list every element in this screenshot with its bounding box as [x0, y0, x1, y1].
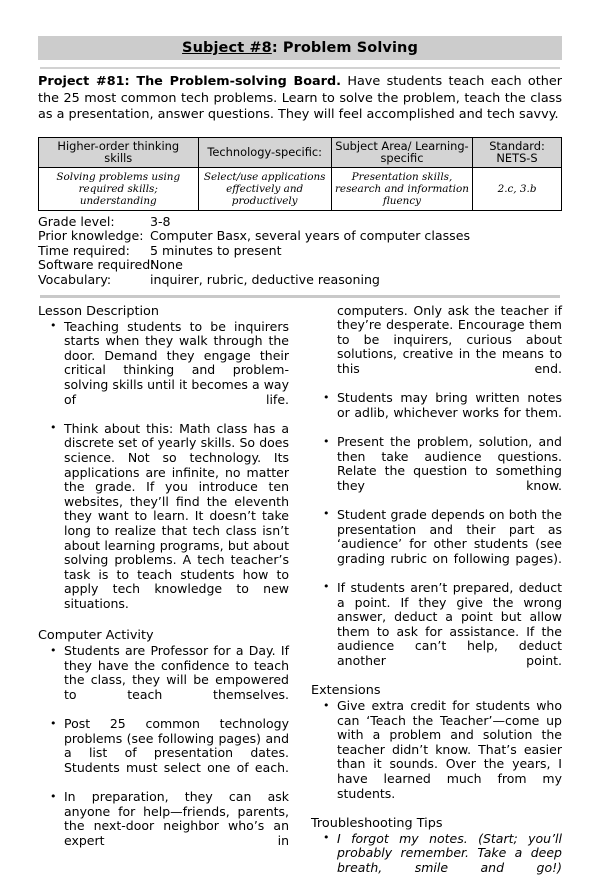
- standards-cell-standard: 2.c, 3.b: [473, 167, 562, 210]
- list-item: • Post 25 common technology problems (see following pages) and a list of presentation dates. Students must select one of each.: [62, 717, 289, 790]
- standards-header-technology: Technology-specific:: [198, 137, 331, 167]
- meta-row-grade-level: [38, 215, 562, 230]
- list-item: • Students may bring written notes or adlib, whichever works for them.: [335, 391, 562, 435]
- meta-row-software-required: [38, 258, 562, 273]
- right-column: [311, 304, 562, 890]
- lesson-description-list: [38, 320, 289, 626]
- troubleshooting-tips-list: [311, 832, 562, 890]
- left-column: [38, 304, 289, 863]
- list-item: • Think about this: Math class has a discrete set of yearly skills. So does science. Not so technology. Its applications are infinite, no matter the grade. If you introduce ten websites, they’ll find the eleventh they want to learn. It doesn’t take long to realize that tech class isn’t about learning programs, but about solving problems. A tech teacher’s task is to teach students how to apply tech knowledge to new situations.: [62, 422, 289, 626]
- page-title-subject: Subject #8: [182, 40, 272, 56]
- standards-table-row: [39, 167, 562, 210]
- standards-table: [38, 137, 562, 211]
- computer-activity-list: [38, 644, 289, 863]
- list-item-continuation: computers. Only ask the teacher if they’re desperate. Encourage them to be inquirers, curious about solutions, creative in the means to this end.: [337, 302, 562, 377]
- list-item: • Student grade depends on both the presentation and their part as ‘audience’ for other students (see grading rubric on following pages).: [335, 508, 562, 581]
- body-columns: [38, 304, 562, 890]
- list-item: • Teaching students to be inquirers starts when they walk through the door. Demand they engage their critical thinking and problem-solving skills until it becomes a way of life.: [62, 320, 289, 422]
- list-item: • Give extra credit for students who can ‘Teach the Teacher’—come up with a problem and solution the teacher didn’t know. That’s easier than it sounds. Over the years, I have learned much from my students.: [335, 699, 562, 816]
- standards-header-standard: Standard: NETS-S: [473, 137, 562, 167]
- meta-label-prior-knowledge: Prior knowledge:: [38, 228, 144, 244]
- meta-label-vocabulary: Vocabulary:: [38, 272, 112, 288]
- meta-value-grade-level: 3-8: [150, 213, 171, 229]
- meta-label-grade-level: Grade level:: [38, 213, 115, 229]
- page-title-topic: : Problem Solving: [271, 40, 418, 56]
- standards-cell-subject-area: Presentation skills, research and information fluency: [331, 167, 472, 210]
- meta-value-prior-knowledge: Computer Basx, several years of computer classes: [150, 228, 471, 244]
- meta-label-software-required: Software required:: [38, 257, 155, 273]
- meta-value-vocabulary: inquirer, rubric, deductive reasoning: [150, 272, 380, 288]
- list-item: • In preparation, they can ask anyone for help—friends, parents, the next-door neighbor who’s an expert in: [62, 790, 289, 863]
- meta-row-time-required: [38, 244, 562, 259]
- standards-header-subject-area: Subject Area/ Learning-specific: [331, 137, 472, 167]
- list-item: • Present the problem, solution, and then take audience questions. Relate the question to something they know.: [335, 435, 562, 508]
- heading-troubleshooting-tips: Troubleshooting Tips: [311, 815, 443, 831]
- list-item: • Students are Professor for a Day. If they have the confidence to teach the class, they will be empowered to teach themselves.: [62, 644, 289, 717]
- list-item: • If students aren’t prepared, deduct a point. If they give the wrong answer, deduct a point but allow them to ask for assistance. If the audience can’t help, deduct another point.: [335, 581, 562, 683]
- list-item: • I forgot my notes. (Start; you’ll probably remember. Take a deep breath, smile and go!): [335, 832, 562, 890]
- standards-cell-technology: Select/use applications effectively and productively: [198, 167, 331, 210]
- lesson-metadata: [38, 215, 562, 288]
- meta-value-time-required: 5 minutes to present: [150, 242, 282, 258]
- heading-lesson-description: Lesson Description: [38, 303, 160, 319]
- subject-title-banner: [38, 36, 562, 60]
- meta-row-prior-knowledge: [38, 229, 562, 244]
- standards-cell-thinking-skills: Solving problems using required skills; understanding: [39, 167, 199, 210]
- meta-label-time-required: Time required:: [38, 242, 130, 258]
- standards-header-thinking-skills: Higher-order thinking skills: [39, 137, 199, 167]
- computer-activity-continued-list: [311, 304, 562, 683]
- meta-row-vocabulary: [38, 273, 562, 288]
- standards-table-header-row: [39, 137, 562, 167]
- project-intro-body: Have students teach each other the 25 most common tech problems. Learn to solve the problem, teach the class as a presentation, answer questions. They will feel accomplished and tech savvy.: [38, 74, 562, 122]
- project-intro-lead: Project #81: The Problem-solving Board.: [38, 74, 341, 89]
- page-title: [182, 40, 418, 56]
- project-intro-paragraph: [38, 74, 562, 124]
- extensions-list: [311, 699, 562, 816]
- heading-extensions: Extensions: [311, 683, 381, 699]
- document-page: [0, 36, 600, 876]
- heading-computer-activity: Computer Activity: [38, 628, 154, 644]
- top-divider-rule: [40, 67, 560, 69]
- section-divider-rule: [40, 295, 560, 298]
- meta-value-software-required: None: [150, 257, 183, 273]
